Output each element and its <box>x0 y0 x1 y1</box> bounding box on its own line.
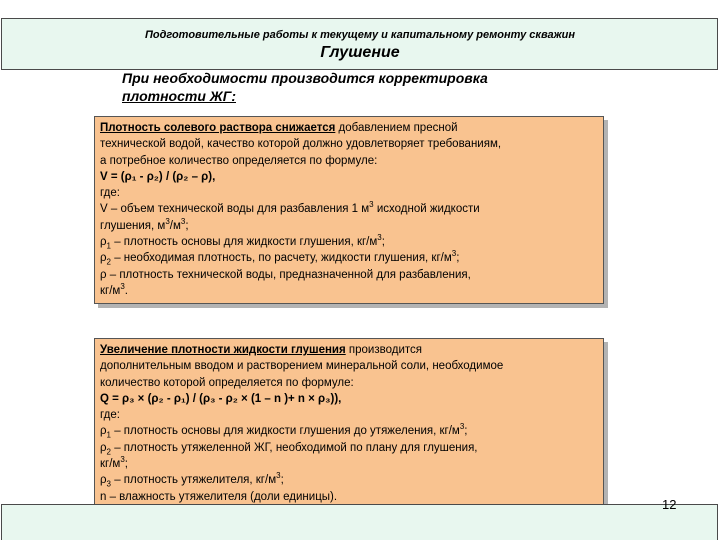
intro-line-1: При необходимости производится корректировка <box>122 70 488 86</box>
def2-n: n – влажность утяжелителя (доли единицы). <box>100 490 338 503</box>
dilution-where: где: <box>100 187 120 200</box>
def-v-units: глушения, $м^3/м^3$; <box>100 216 189 232</box>
densify-heading: Увеличение плотности жидкости глушения <box>100 344 346 356</box>
densify-card <box>94 338 604 513</box>
dilution-formula: V = (ρ₁ - ρ₂) / (ρ₂ – ρ), <box>100 170 216 183</box>
dilution-heading: Плотность солевого раствора снижается <box>100 122 336 134</box>
dilution-heading-line: Плотность солевого раствора снижается добавлением пресной <box>100 122 458 134</box>
intro-line-2: плотности ЖГ: <box>122 88 236 104</box>
densify-heading-line: Увеличение плотности жидкости глушения производится <box>100 344 423 356</box>
slide-title: Глушение <box>320 44 400 61</box>
footer-band <box>1 504 718 540</box>
slide-subtitle: Подготовительные работы к текущему и капитальному ремонту скважин <box>144 29 576 41</box>
def2-rho2-unit: $кг/м^3$; <box>100 455 128 471</box>
def-rho2: $\rho_2$ – необходимая плотность, по расчету, жидкости глушения, $кг/м^3$; <box>100 249 460 267</box>
densify-line-3: количество которой определяется по формуле: <box>100 376 354 389</box>
def-rho-unit: $кг/м^3$. <box>100 282 128 297</box>
dilution-line-2: технической водой, качество которой должно удовлетворяет требованиям, <box>100 138 502 151</box>
def-v: V – объем технической воды для разбавления 1 $м^3$ исходной жидкости <box>100 200 480 216</box>
densify-line-2: дополнительным вводом и растворением минеральной соли, необходимое <box>100 360 504 373</box>
densify-formula: Q = ρ₃ × (ρ₂ - ρ₁) / (ρ₃ - ρ₂ × (1 – n )+ n × ρ₃)), <box>100 392 342 405</box>
intro-text <box>122 69 602 105</box>
dilution-line-3: а потребное количество определяется по формуле: <box>100 154 378 167</box>
page-number: 12 <box>662 497 677 512</box>
def2-rho2: $\rho_2$ – плотность утяжеленной ЖГ, необходимой по плану для глушения, <box>100 441 478 457</box>
dilution-card <box>94 116 604 304</box>
def2-rho3: $\rho_3$ – плотность утяжелителя, $кг/м^3$; <box>100 471 284 489</box>
def-rho1: $\rho_1$ – плотность основы для жидкости глушения, $кг/м^3$; <box>100 233 385 251</box>
densify-where: где: <box>100 409 120 422</box>
def2-rho1: $\rho_1$ – плотность основы для жидкости глушения до утяжеления, $кг/м^3$; <box>100 422 468 440</box>
def-rho: ρ – плотность технической воды, предназначенной для разбавления, <box>100 268 471 281</box>
